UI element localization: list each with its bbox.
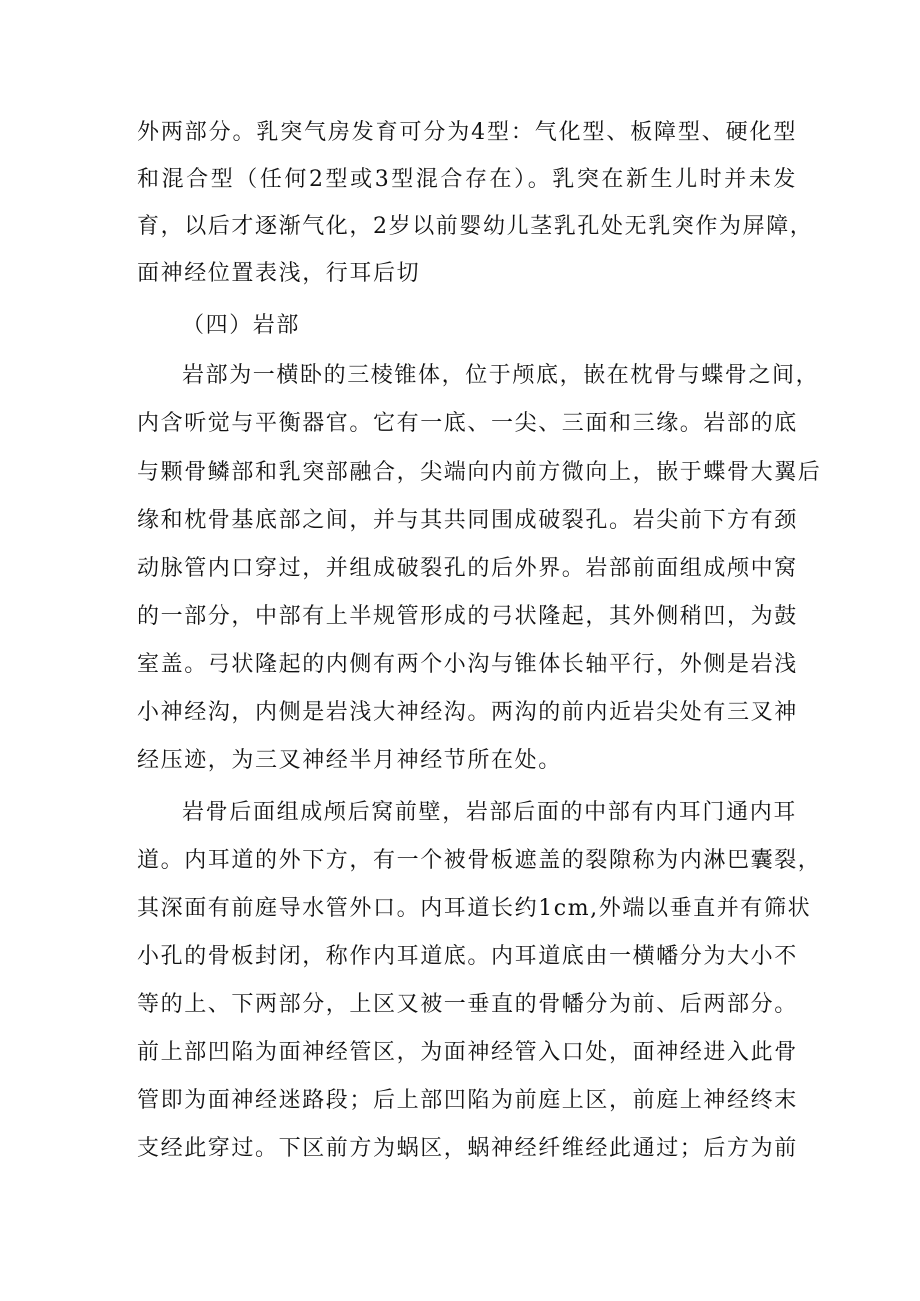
text-line: 室盖。弓状隆起的内侧有两个小沟与锥体长轴平行，外侧是岩浅: [137, 652, 798, 677]
text-line: 和混合型（任何2型或3型混合存在）。乳突在新生儿时并未发: [137, 167, 797, 192]
text-line: 动脉管内口穿过，并组成破裂孔的后外界。岩部前面组成颅中窝: [137, 556, 798, 581]
text-line: 等的上、下两部分，上区又被一垂直的骨幡分为前、后两部分。: [137, 992, 798, 1017]
text-line: 管即为面神经迷路段；后上部凹陷为前庭上区，前庭上神经终末: [137, 1088, 798, 1113]
text-line: 缘和枕骨基底部之间，并与其共同围成破裂孔。岩尖前下方有颈: [137, 508, 798, 533]
text-line: 岩骨后面组成颅后窝前壁，岩部后面的中部有内耳门通内耳: [182, 800, 797, 825]
text-line: 前上部凹陷为面神经管区，为面神经管入口处，面神经进入此骨: [137, 1040, 798, 1065]
text-line: 育，以后才逐渐气化，2岁以前婴幼儿茎乳孔处无乳突作为屏障，: [137, 214, 814, 239]
text-line: 道。内耳道的外下方，有一个被骨板遮盖的裂隙称为内淋巴囊裂，: [137, 848, 822, 873]
section-heading: （四）岩部: [182, 313, 301, 338]
text-line: 支经此穿过。下区前方为蜗区，蜗神经纤维经此通过；后方为前: [137, 1136, 798, 1161]
text-line: 其深面有前庭导水管外口。内耳道长约1cm,外端以垂直并有筛状: [137, 896, 812, 921]
text-line: 内含听觉与平衡器官。它有一底、一尖、三面和三缘。岩部的底: [137, 411, 798, 436]
text-line: 经压迹，为三叉神经半月神经节所在处。: [137, 748, 562, 773]
text-line: 外两部分。乳突气房发育可分为4型：气化型、板障型、硬化型: [137, 120, 797, 145]
text-line: 的一部分，中部有上半规管形成的弓状隆起，其外侧稍凹，为鼓: [137, 604, 798, 629]
text-line: 岩部为一横卧的三棱锥体，位于颅底，嵌在枕骨与蝶骨之间，: [182, 363, 820, 388]
text-line: 与颗骨鳞部和乳突部融合，尖端向内前方微向上，嵌于蝶骨大翼后: [137, 460, 822, 485]
text-line: 小神经沟，内侧是岩浅大神经沟。两沟的前内近岩尖处有三叉神: [137, 700, 798, 725]
text-line: 小孔的骨板封闭，称作内耳道底。内耳道底由一横幡分为大小不: [137, 944, 798, 969]
text-line: 面神经位置表浅，行耳后切: [137, 261, 421, 286]
